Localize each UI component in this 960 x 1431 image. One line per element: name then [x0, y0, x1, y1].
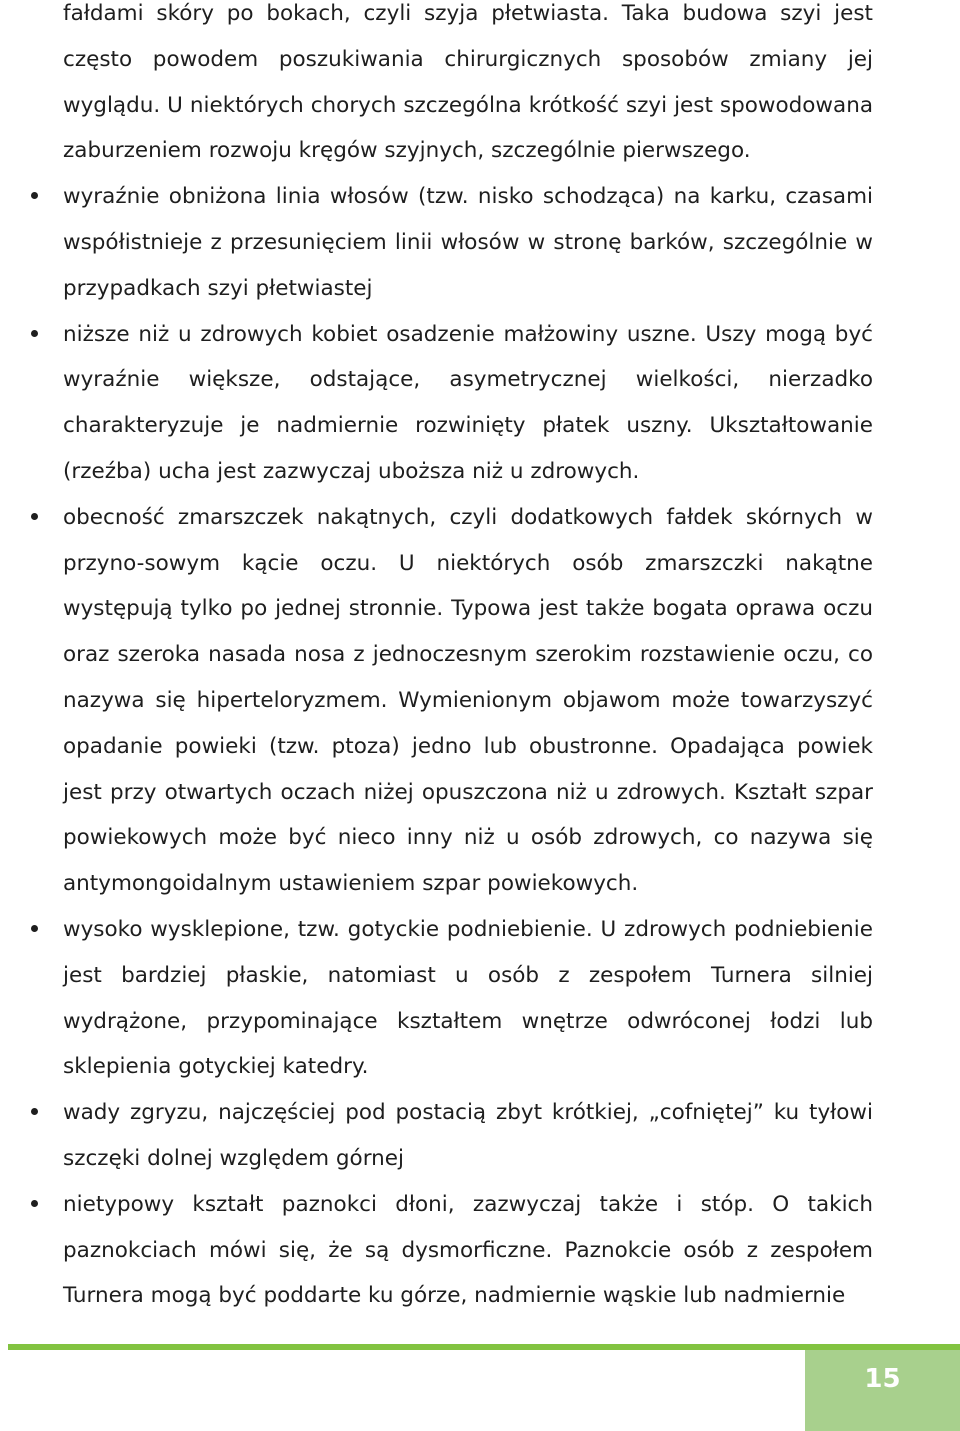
- page-number: 15: [864, 1363, 901, 1394]
- list-item: wysoko wysklepione, tzw. gotyckie podniebienie. U zdrowych podniebienie jest bardziej płaskie, natomiast u osób z zespołem Turnera silniej wydrążone, przypominające kształtem wnętrze odwróconej łodzi lub sklepienia gotyckiej katedry.: [63, 907, 873, 1090]
- document-body: [63, 0, 873, 1319]
- list-item: obecność zmarszczek nakątnych, czyli dodatkowych fałdek skórnych w przyno-sowym kącie oczu. U niektórych osób zmarszczki nakątne występują tylko po jednej stronnie. Typowa jest także bogata oprawa oczu oraz szeroka nasada nosa z jednoczesnym szerokim rozstawienie oczu, co nazywa się hiperteloryzmem. Wymienionym objawom może towarzyszyć opadanie powieki (tzw. ptoza) jedno lub obustronne. Opadająca powiek jest przy otwartych oczach niżej opuszczona niż u zdrowych. Kształt szpar powiekowych może być nieco inny niż u osób zdrowych, co nazywa się antymongoidalnym ustawieniem szpar powiekowych.: [63, 495, 873, 907]
- list-item: niższe niż u zdrowych kobiet osadzenie małżowiny uszne. Uszy mogą być wyraźnie większe, odstające, asymetrycznej wielkości, nierzadko charakteryzuje je nadmiernie rozwinięty płatek uszny. Ukształtowanie (rzeźba) ucha jest zazwyczaj uboższa niż u zdrowych.: [63, 312, 873, 495]
- page-number-box: [805, 1350, 960, 1431]
- list-item: wady zgryzu, najczęściej pod postacią zbyt krótkiej, „cofniętej” ku tyłowi szczęki dolnej względem górnej: [63, 1090, 873, 1182]
- list-item: wyraźnie obniżona linia włosów (tzw. nisko schodząca) na karku, czasami współistnieje z przesunięciem linii włosów w stronę barków, szczególnie w przypadkach szyi płetwiastej: [63, 174, 873, 311]
- intro-paragraph: fałdami skóry po bokach, czyli szyja płetwiasta. Taka budowa szyi jest często powodem poszukiwania chirurgicznych sposobów zmiany jej wyglądu. U niektórych chorych szczególna krótkość szyi jest spowodowana zaburzeniem rozwoju kręgów szyjnych, szczególnie pierwszego.: [63, 1, 873, 164]
- list-item: nietypowy kształt paznokci dłoni, zazwyczaj także i stóp. O takich paznokciach mówi się, że są dysmorficzne. Paznokcie osób z zespołem Turnera mogą być poddarte ku górze, nadmiernie wąskie lub nadmiernie: [63, 1182, 873, 1319]
- bullet-list: [63, 174, 873, 1319]
